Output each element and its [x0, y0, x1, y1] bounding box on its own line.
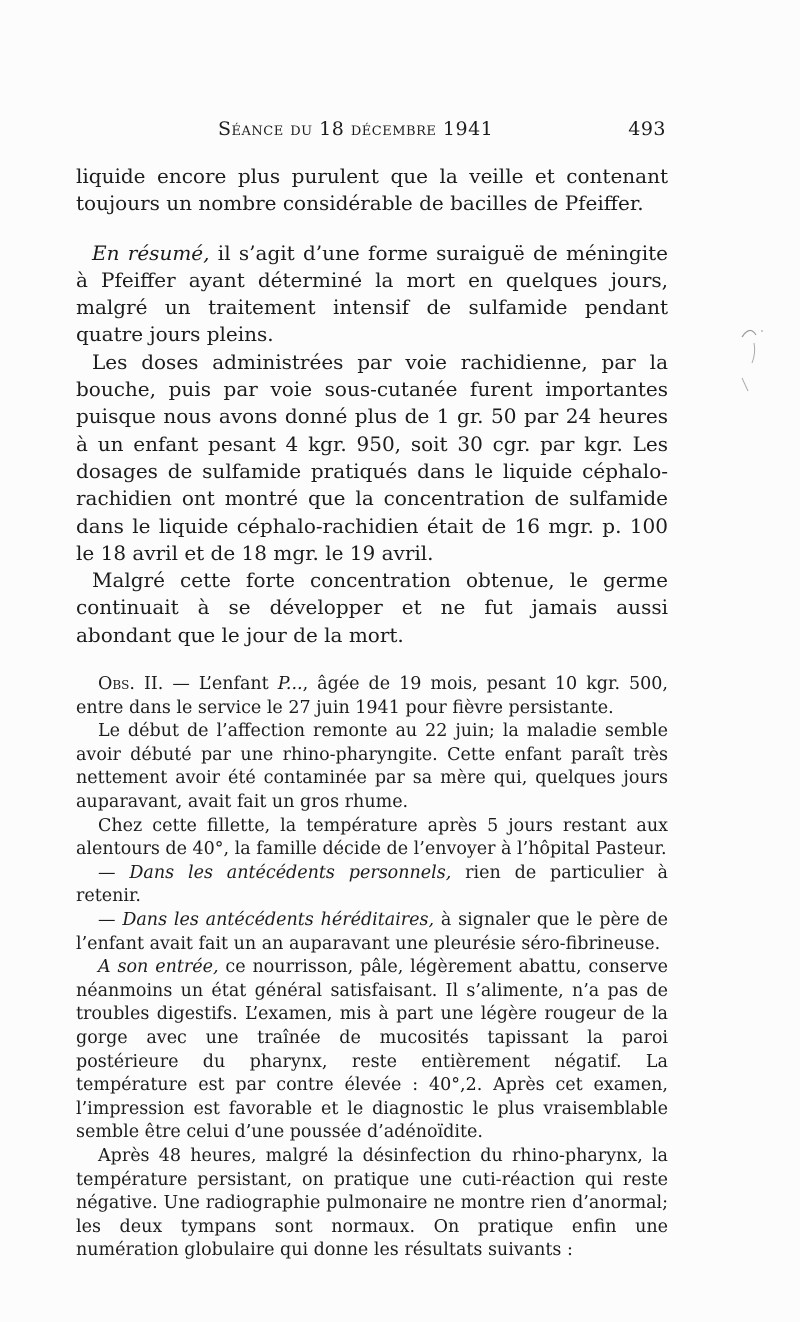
paragraph: liquide encore plus purulent que la veille et contenant toujours un nombre considérable de bacilles de Pfeiffer. [76, 164, 668, 216]
header-title: Séance du 18 décembre 1941 [218, 118, 494, 140]
paragraph: Malgré cette forte concentration obtenue, le germe continuait à se développer et ne fut jamais aussi abondant que le jour de la mort. [76, 568, 668, 647]
paragraph-hereditary-history: — Dans les antécédents héréditaires, à signaler que le père de l’enfant avait fait un an auparavant une pleurésie séro-fibrineuse. [76, 909, 668, 954]
section-observation-2 [76, 673, 668, 1263]
page-number: 493 [628, 118, 666, 140]
paragraph: Les doses administrées par voie rachidienne, par la bouche, puis par voie sous-cutanée furent importantes puisque nous avons donné plus de 1 gr. 50 par 24 heures à un enfant pesant 4 kgr. 950, soit 30 cgr. par kgr. Les dosages de sulfamide pratiqués dans le liquide céphalo-rachidien ont montré que la concentration de sulfamide dans le liquide céphalo-rachidien était de 16 mgr. p. 100 le 18 avril et de 18 mgr. le 19 avril. [76, 349, 668, 565]
paragraph-observation: Obs. II. — L’enfant P..., âgée de 19 mois, pesant 10 kgr. 500, entre dans le service le 27 juin 1941 pour fièvre persistante. [76, 674, 668, 718]
paragraph-personal-history: — Dans les antécédents personnels, rien de particulier à retenir. [76, 862, 668, 907]
margin-pencil-mark [740, 323, 766, 393]
paragraph: Le début de l’affection remonte au 22 juin; la maladie semble avoir débuté par une rhino-pharyngite. Cette enfant paraît très nettement avoir été contaminée par sa mère qui, quelques jours auparavant, avait fait un gros rhume. [76, 721, 668, 813]
section-case-summary [76, 163, 668, 649]
summary-label: En résumé, [92, 240, 210, 265]
paragraph-admission: A son entrée, ce nourrisson, pâle, légèrement abattu, conserve néanmoins un état général satisfaisant. Il s’alimente, n’a pas de troubles digestifs. L’examen, mis à part une légère rougeur de la gorge avec une traînée de mucosités tapissant la paroi postérieure du pharynx, reste entièrement négatif. La température est par contre élevée : 40°,2. Après cet examen, l’impression est favorable et le diagnostic le plus vraisemblable semble être celui d’une poussée d’adénoïdite. [76, 957, 668, 1143]
paragraph: Chez cette fillette, la température après 5 jours restant aux alentours de 40°, la famille décide de l’envoyer à l’hôpital Pasteur. [76, 815, 668, 860]
observation-label: Obs. II. [98, 674, 164, 695]
paragraph: Après 48 heures, malgré la désinfection du rhino-pharynx, la température persistant, on pratique une cuti-réaction qui reste négative. Une radiographie pulmonaire ne montre rien d’anormal; les deux tympans sont normaux. On pratique enfin une numération globulaire qui donne les résultats suivants : [76, 1145, 668, 1261]
paragraph-summary: En résumé, il s’agit d’une forme suraiguë de méningite à Pfeiffer ayant déterminé la mort en quelques jours, malgré un traitement intensif de sulfamide pendant quatre jours pleins. [76, 240, 668, 347]
body-text [76, 163, 668, 1263]
